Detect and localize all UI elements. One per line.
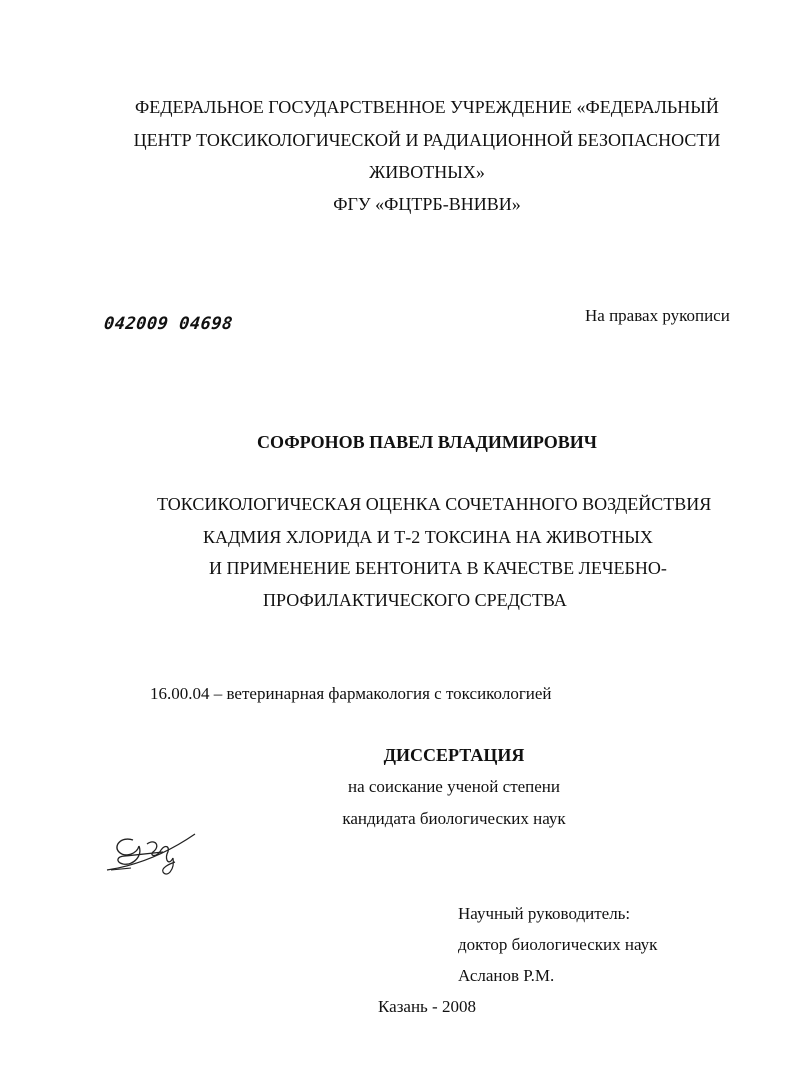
archive-number: 042009 04698 [102, 314, 234, 334]
place-and-year: Казань - 2008 [378, 997, 476, 1016]
title-line-4: ПРОФИЛАКТИЧЕСКОГО СРЕДСТВА [263, 590, 567, 610]
rights-note: На правах рукописи [585, 306, 730, 325]
document-type: ДИССЕРТАЦИЯ [383, 745, 525, 765]
supervisor-label: Научный руководитель: [458, 904, 631, 923]
specialty-code: 16.00.04 – ветеринарная фармакология с токсикологией [150, 684, 552, 703]
title-line-1: ТОКСИКОЛОГИЧЕСКАЯ ОЦЕНКА СОЧЕТАННОГО ВОЗДЕЙСТВИЯ [157, 494, 712, 514]
institution-line-3: ЖИВОТНЫХ» [369, 162, 485, 182]
title-line-2: КАДМИЯ ХЛОРИДА И Т-2 ТОКСИНА НА ЖИВОТНЫХ [203, 527, 653, 547]
institution-line-2: ЦЕНТР ТОКСИКОЛОГИЧЕСКОЙ И РАДИАЦИОННОЙ БЕЗОПАСНОСТИ [133, 130, 721, 150]
author-name: СОФРОНОВ ПАВЕЛ ВЛАДИМИРОВИЧ [257, 432, 597, 452]
supervisor-degree: доктор биологических наук [458, 935, 658, 954]
supervisor-name: Асланов Р.М. [458, 966, 555, 985]
handwritten-signature [103, 826, 203, 884]
institution-abbreviation: ФГУ «ФЦТРБ-ВНИВИ» [333, 194, 521, 214]
title-line-3: И ПРИМЕНЕНИЕ БЕНТОНИТА В КАЧЕСТВЕ ЛЕЧЕБНО- [209, 558, 667, 578]
degree-line-2: кандидата биологических наук [342, 809, 566, 828]
degree-line-1: на соискание ученой степени [347, 777, 561, 796]
institution-line-1: ФЕДЕРАЛЬНОЕ ГОСУДАРСТВЕННОЕ УЧРЕЖДЕНИЕ «ФЕДЕРАЛЬНЫЙ [135, 97, 719, 117]
